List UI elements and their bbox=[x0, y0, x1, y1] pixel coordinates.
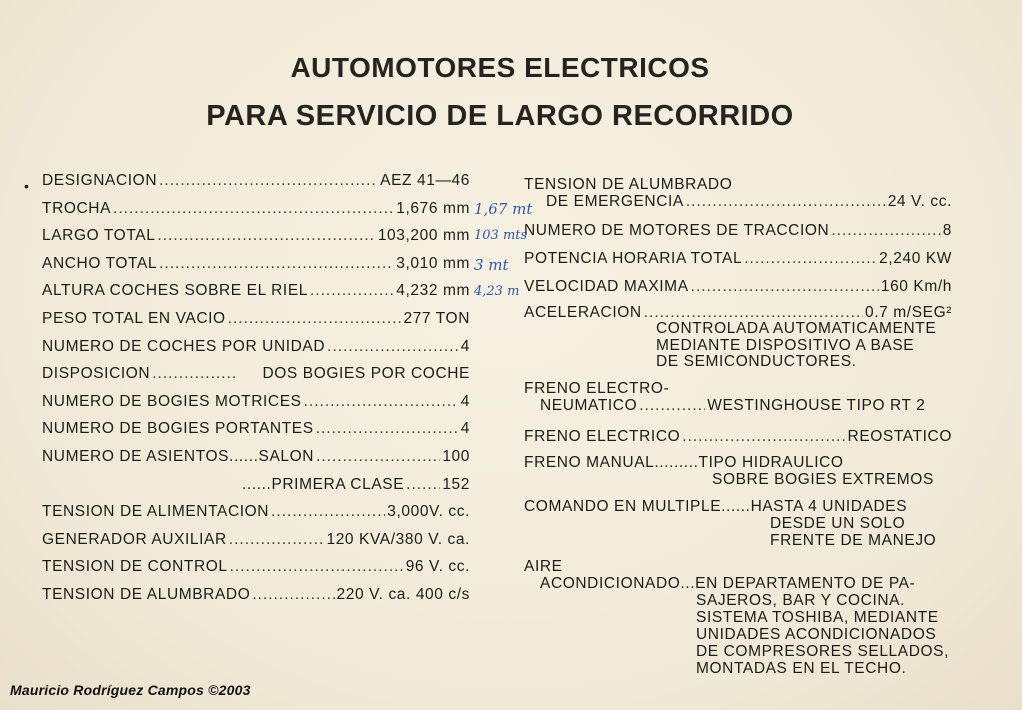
spec-row-bogies-portantes: NUMERO DE BOGIES PORTANTES ..... 4 bbox=[42, 420, 470, 448]
spec-velocidad: VELOCIDAD MAXIMA ..... 160 Km/h bbox=[524, 278, 952, 295]
spec-row-asientos-salon: NUMERO DE ASIENTOS......SALON ..... 100 bbox=[42, 448, 470, 476]
handwritten-note-trocha: 1,67 mt bbox=[474, 200, 533, 218]
spec-row-bogies-motrices: NUMERO DE BOGIES MOTRICES ..... 4 bbox=[42, 393, 470, 421]
spec-row-asientos-primera: ......PRIMERA CLASE ..... 152 bbox=[42, 476, 470, 504]
spec-row-trocha: TROCHA ..... 1,676 mm bbox=[42, 200, 470, 228]
spec-freno-electrico: FRENO ELECTRICO ..... REOSTATICO bbox=[524, 428, 952, 445]
bullet-mark: • bbox=[24, 178, 29, 194]
left-spec-column bbox=[42, 172, 470, 614]
spec-aceleracion: ACELERACION ..... 0.7 m/SEG² CONTROLADA AUTOMATICAMENTE MEDIANTE DISPOSITIVO A BASE DE SEMICONDUCTORES. bbox=[524, 304, 952, 371]
spec-row-disposicion: DISPOSICION ..... DOS BOGIES POR COCHE bbox=[42, 365, 470, 393]
handwritten-note-ancho: 3 mt bbox=[474, 256, 509, 274]
spec-row-coches: NUMERO DE COCHES POR UNIDAD ..... 4 bbox=[42, 338, 470, 366]
spec-row-generador: GENERADOR AUXILIAR ..... 120 KVA/380 V. ca. bbox=[42, 531, 470, 559]
photo-credit: Mauricio Rodríguez Campos ©2003 bbox=[10, 682, 251, 698]
handwritten-note-largo: 103 mts bbox=[474, 228, 528, 243]
spec-row-largo-total: LARGO TOTAL ..... 103,200 mm bbox=[42, 227, 470, 255]
spec-row-ancho-total: ANCHO TOTAL ..... 3,010 mm bbox=[42, 255, 470, 283]
handwritten-note-altura: 4,23 m bbox=[474, 284, 520, 299]
spec-row-altura: ALTURA COCHES SOBRE EL RIEL ..... 4,232 mm bbox=[42, 282, 470, 310]
spec-row-peso: PESO TOTAL EN VACIO ..... 277 TON bbox=[42, 310, 470, 338]
spec-freno-manual: FRENO MANUAL......... TIPO HIDRAULICO SOBRE BOGIES EXTREMOS bbox=[524, 454, 934, 488]
spec-row-tension-control: TENSION DE CONTROL ..... 96 V. cc. bbox=[42, 558, 470, 586]
spec-potencia: POTENCIA HORARIA TOTAL ..... 2,240 KW bbox=[524, 250, 952, 267]
title-line-2: PARA SERVICIO DE LARGO RECORRIDO bbox=[206, 100, 794, 132]
title-line-1: AUTOMOTORES ELECTRICOS bbox=[290, 52, 710, 83]
spec-freno-electroneumatico: FRENO ELECTRO- NEUMATICO ..... WESTINGHOUSE TIPO RT 2 bbox=[524, 380, 952, 414]
spec-row-designacion: DESIGNACION ..... AEZ 41—46 bbox=[42, 172, 470, 200]
spec-comando-multiple: COMANDO EN MULTIPLE...... HASTA 4 UNIDADES DESDE UN SOLO FRENTE DE MANEJO bbox=[524, 498, 937, 549]
spec-motores-traccion: NUMERO DE MOTORES DE TRACCION ..... 8 bbox=[524, 222, 952, 239]
spec-row-tension-alimentacion: TENSION DE ALIMENTACION ..... 3,000V. cc. bbox=[42, 503, 470, 531]
spec-row-tension-alumbrado: TENSION DE ALUMBRADO ..... 220 V. ca. 400 c/s bbox=[42, 586, 470, 614]
spec-tension-emergencia: TENSION DE ALUMBRADO DE EMERGENCIA ..... 24 V. cc. bbox=[524, 176, 952, 210]
spec-aire-acondicionado: AIRE ACONDICIONADO... EN DEPARTAMENTO DE PA- SAJEROS, BAR Y COCINA. SISTEMA TOSHIBA, MEDIANTE UNIDADES ACONDICIONADOS DE COMPRESORES SELLADOS, MONTADAS EN EL TECHO. bbox=[524, 558, 949, 677]
